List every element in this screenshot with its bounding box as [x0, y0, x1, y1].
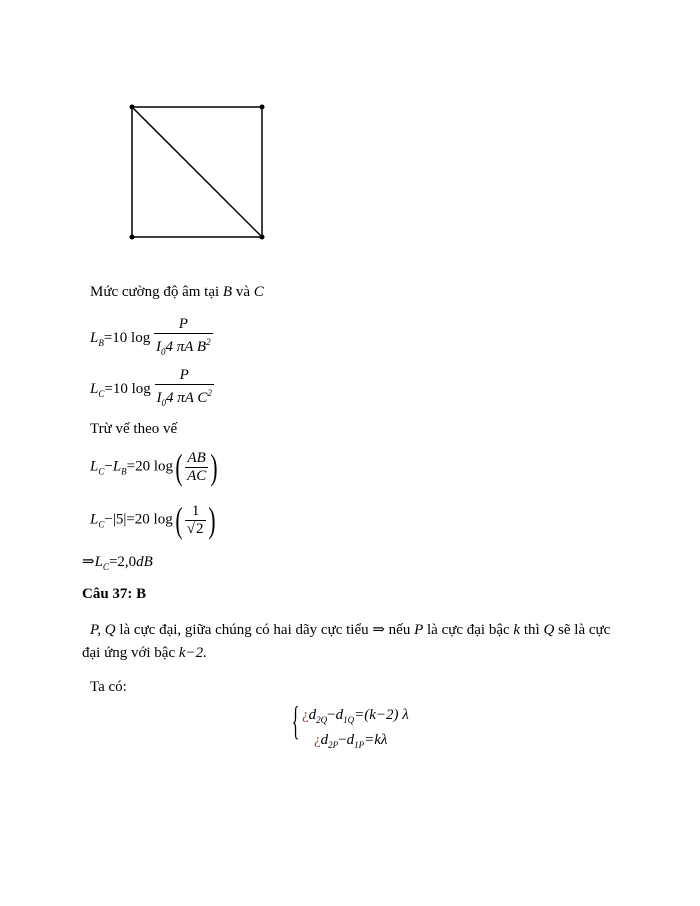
eq2-eq: =10 log — [104, 380, 151, 397]
eq4-num: 1 — [191, 502, 200, 519]
eq3-lparen: ( — [175, 447, 183, 487]
equation-system — [291, 698, 409, 755]
question-heading: Câu 37: B — [82, 586, 147, 602]
sys2-b: d — [346, 732, 355, 748]
equation-lb — [90, 316, 213, 361]
p1-q: Q — [543, 622, 555, 638]
eq1-l: L — [90, 329, 99, 346]
result-l: L — [94, 554, 103, 570]
eq4-fraction — [185, 503, 207, 538]
p1-thi: thì — [523, 622, 540, 638]
p1-pq: P, Q — [90, 622, 116, 638]
eq2-num: P — [179, 367, 189, 383]
eq2-den — [155, 384, 214, 412]
p2-text: đại ứng với bậc — [82, 645, 176, 661]
eq1-den-sub: 0 — [160, 347, 166, 357]
eq2-den-rest: 4 πA C — [166, 390, 208, 406]
eq4-den: √2 — [185, 520, 207, 538]
sys2-mark: ¿ — [314, 732, 321, 748]
subtract-text: Trừ vế theo vế — [90, 421, 178, 437]
eq3-minus: − — [104, 458, 113, 475]
eq3-eq: =20 log — [126, 458, 174, 475]
eq2-den-sub: 0 — [161, 398, 166, 408]
eq1-den — [154, 333, 213, 361]
p1-text2: là cực đại bậc — [427, 622, 510, 638]
eq2-sup: 2 — [207, 388, 212, 398]
system-brace: { — [291, 698, 300, 743]
vertex-bottom-left — [130, 235, 135, 240]
eq3-num: AB — [187, 449, 206, 466]
eq3-a-sub: C — [98, 466, 105, 477]
eq4-a-sub: C — [98, 519, 105, 530]
p1-k: k — [513, 622, 521, 638]
vertex-top-left — [130, 105, 135, 110]
p1-text: là cực đại, giữa chúng có hai dãy cực tiểu ⇒ nếu — [119, 622, 411, 638]
paragraph-3: Ta có: — [90, 679, 127, 695]
p1-text3: sẽ là cực — [558, 622, 611, 638]
sys2-rest: =kλ — [364, 732, 388, 748]
sys1-a: d — [308, 707, 317, 723]
sys1-b: d — [335, 707, 344, 723]
eq3-rparen: ) — [210, 447, 218, 487]
result-arrow: ⇒ — [82, 554, 95, 570]
sys2-minus: − — [338, 732, 347, 748]
eq1-fraction — [154, 316, 213, 361]
result-sub: C — [102, 562, 109, 572]
eq2-den-i: I — [156, 390, 162, 406]
p2-k: k−2. — [178, 645, 207, 661]
eq1-sup: 2 — [206, 337, 211, 347]
eq3-den: AC — [187, 467, 207, 484]
p1-p: P — [414, 622, 424, 638]
sys1-minus: − — [327, 707, 336, 723]
sys2-b-sub: 1P — [354, 740, 365, 750]
square-figure — [120, 95, 280, 250]
eq1-num: P — [178, 316, 188, 332]
system-line-2 — [314, 730, 409, 755]
result-line — [82, 552, 153, 572]
eq3-a: L — [90, 458, 99, 475]
eq4-rparen: ) — [208, 500, 217, 540]
system-line-1 — [302, 705, 409, 730]
eq3-fraction — [185, 450, 208, 485]
eq4-sqrt: 2 — [195, 520, 204, 537]
eq4-lparen: ( — [175, 500, 183, 540]
eq2-fraction — [155, 367, 214, 412]
intro-text: Mức cường độ âm tại — [90, 284, 220, 300]
vertex-top-right — [260, 105, 265, 110]
eq4-rest: −|5|=20 log — [104, 511, 173, 528]
sys1-b-sub: 1Q — [343, 715, 355, 725]
eq4-a: L — [90, 511, 99, 528]
point-b: B — [222, 284, 233, 300]
eq2-sub: C — [98, 388, 105, 399]
sys1-a-sub: 2Q — [316, 715, 328, 725]
intro-line — [90, 284, 264, 301]
square-diagonal — [132, 107, 262, 237]
sys1-mark: ¿ — [302, 707, 309, 723]
sys2-a-sub: 2P — [328, 740, 339, 750]
eq2-l: L — [90, 380, 99, 397]
eq1-eq: =10 log — [103, 330, 151, 346]
subtract-line — [90, 421, 177, 438]
equation-diff — [90, 449, 220, 485]
eq1-sub: B — [98, 337, 104, 348]
point-c: C — [253, 284, 264, 300]
eq3-b-sub: B — [121, 466, 127, 477]
eq1-den-i: I — [155, 339, 161, 355]
paragraph-1 — [90, 620, 610, 639]
paragraph-2 — [82, 645, 207, 662]
sys1-rest: =(k−2) λ — [354, 707, 409, 723]
vertex-bottom-right — [260, 235, 265, 240]
conjunction: và — [235, 284, 251, 300]
equation-lc — [90, 367, 214, 412]
result-unit: dB — [136, 554, 153, 570]
eq1-den-rest: 4 πA B — [165, 339, 207, 355]
sys2-a: d — [320, 732, 329, 748]
equation-sub — [90, 502, 218, 538]
result-value: =2,0 — [108, 554, 137, 570]
eq3-b: L — [112, 458, 122, 475]
